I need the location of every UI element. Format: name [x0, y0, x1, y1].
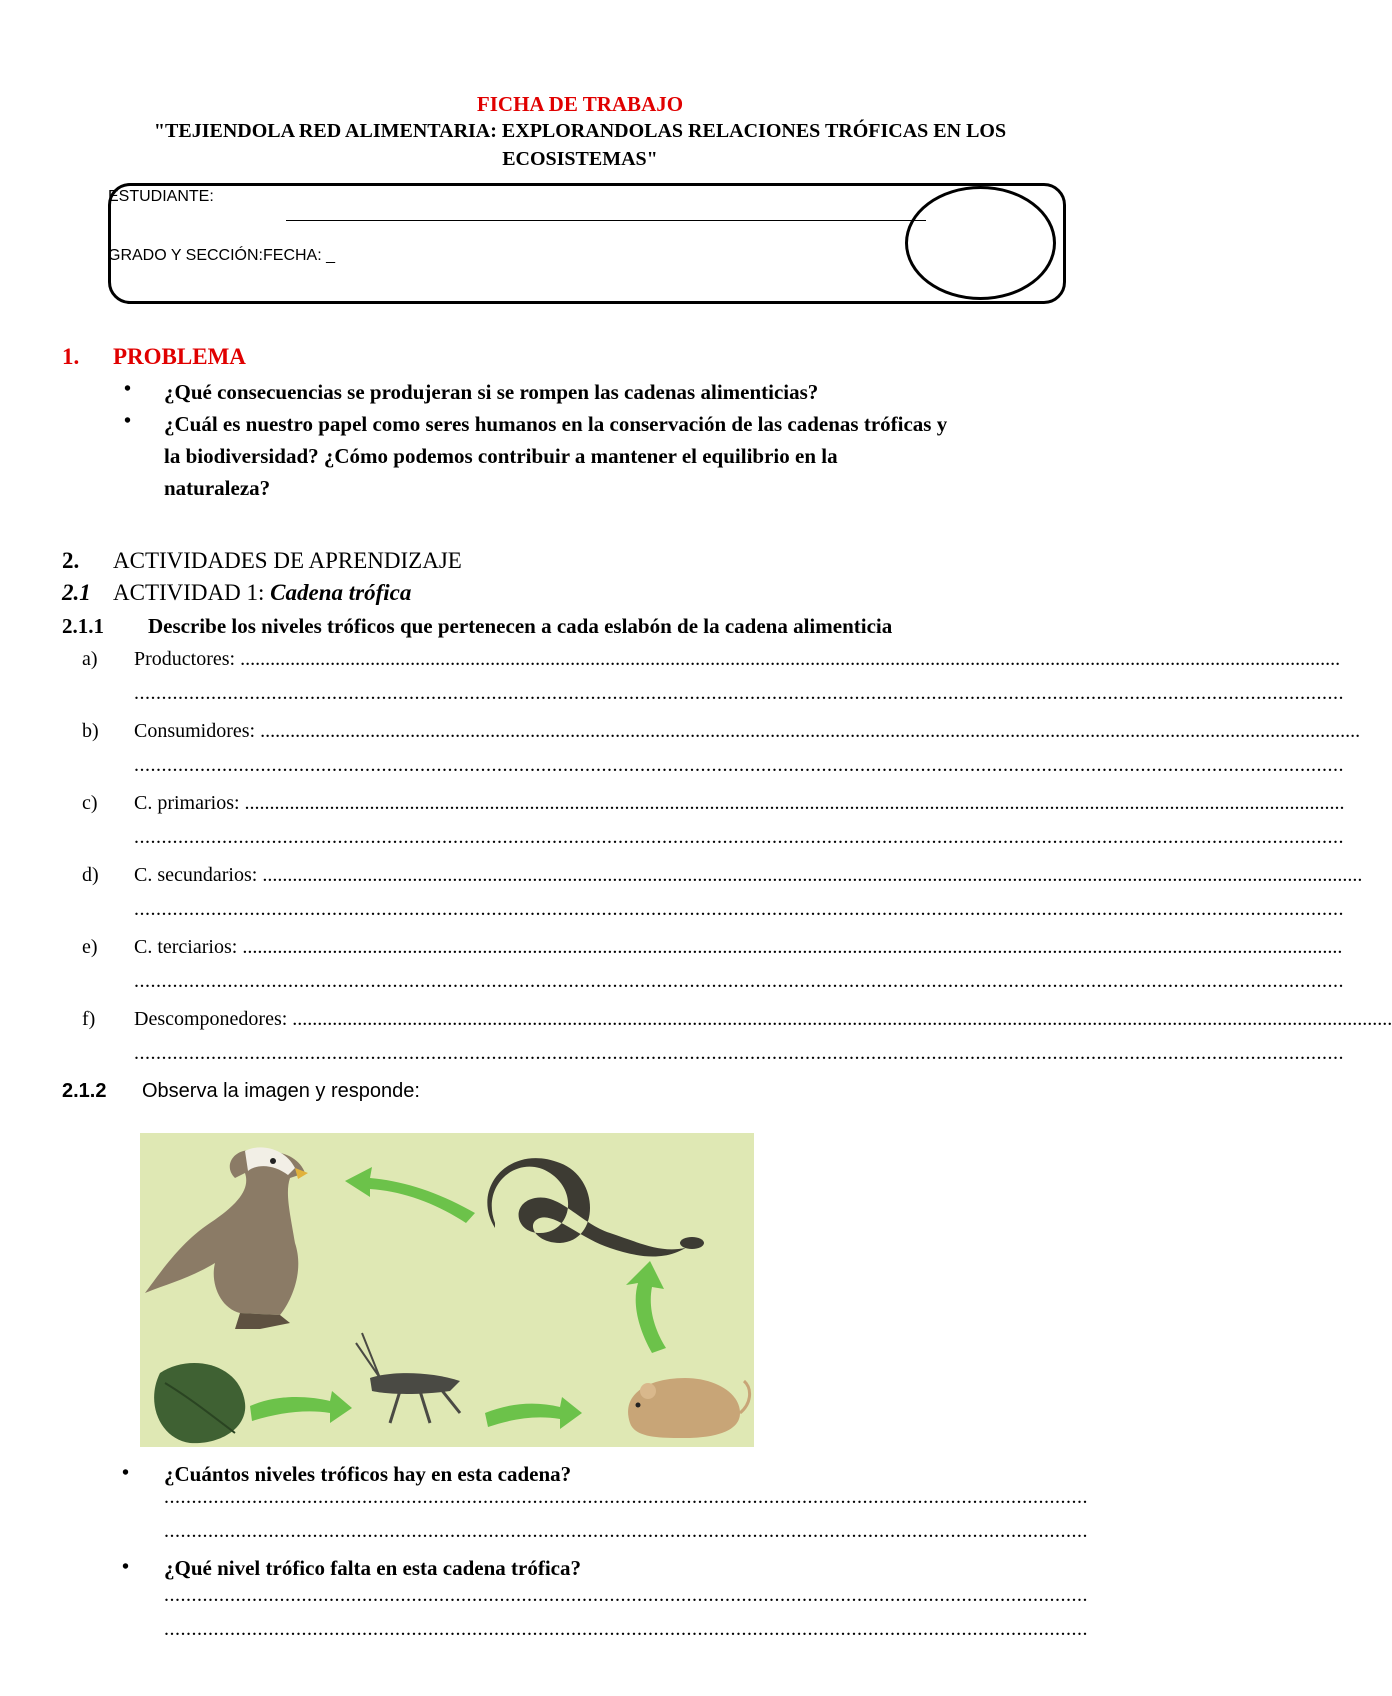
item-letter: c)	[82, 792, 98, 814]
item-label: C. primarios:	[134, 792, 240, 814]
section2-title: ACTIVIDADES DE APRENDIZAJE	[113, 548, 462, 573]
answer-line[interactable]: ............................................................................................................................................................................................................................	[287, 1008, 1392, 1030]
problem-question-2-line1: ¿Cuál es nuestro papel como seres humanos en la conservación de las cadenas tróficas y	[164, 412, 948, 436]
item-row	[134, 864, 1363, 887]
item-label: Descomponedores:	[134, 1008, 288, 1030]
item-row	[134, 936, 1343, 959]
item-label: C. secundarios:	[134, 864, 258, 886]
problem-question-1: ¿Qué consecuencias se produjeran si se rompen las cadenas alimenticias?	[164, 380, 819, 404]
activity1-title: Cadena trófica	[270, 580, 412, 605]
activity1-heading	[113, 580, 411, 606]
section1-number: 1.	[62, 344, 80, 369]
item-row	[134, 792, 1345, 815]
answer-line-continued[interactable]: ............................................................................................................................................................................................................................	[134, 1042, 1344, 1064]
question-missing-level: ¿Qué nivel trófico falta en esta cadena trófica?	[164, 1556, 581, 1580]
student-name-line[interactable]	[286, 220, 926, 221]
bullet-q2: •	[124, 410, 132, 432]
answer-line-levels-1[interactable]: ........................................................................................................................................................................	[164, 1486, 1088, 1508]
bullet-q1: •	[124, 378, 132, 400]
answer-line-continued[interactable]: ............................................................................................................................................................................................................................	[134, 970, 1344, 992]
task2-number: 2.1.2	[62, 1080, 107, 1102]
question-levels: ¿Cuántos niveles tróficos hay en esta cadena?	[164, 1462, 572, 1486]
student-label: ESTUDIANTE:	[108, 188, 214, 205]
worksheet-subtitle-line1: "TEJIENDOLA RED ALIMENTARIA: EXPLORANDOLAS RELACIONES TRÓFICAS EN LOS	[153, 120, 1007, 142]
answer-line-levels-2[interactable]: ........................................................................................................................................................................	[164, 1520, 1088, 1542]
bullet-q-missing: •	[122, 1556, 130, 1578]
item-row	[134, 648, 1341, 671]
item-letter: f)	[82, 1008, 96, 1030]
item-letter: b)	[82, 720, 99, 742]
task1-number: 2.1.1	[62, 614, 104, 638]
item-letter: e)	[82, 936, 98, 958]
section2-number: 2.	[62, 548, 80, 573]
answer-line-continued[interactable]: ............................................................................................................................................................................................................................	[134, 826, 1344, 848]
task1-text: Describe los niveles tróficos que pertenecen a cada eslabón de la cadena alimenticia	[148, 614, 893, 638]
answer-line[interactable]: ............................................................................................................................................................................................................................	[239, 792, 1345, 814]
item-label: Productores:	[134, 648, 236, 670]
grade-circle	[905, 186, 1056, 300]
answer-line-continued[interactable]: ............................................................................................................................................................................................................................	[134, 682, 1344, 704]
item-label: C. terciarios:	[134, 936, 238, 958]
answer-line-continued[interactable]: ............................................................................................................................................................................................................................	[134, 898, 1344, 920]
answer-line[interactable]: ............................................................................................................................................................................................................................	[255, 720, 1361, 742]
grade-section-date-label: GRADO Y SECCIÓN:FECHA: _	[108, 247, 336, 264]
worksheet-title: FICHA DE TRABAJO	[476, 92, 684, 116]
task2-text: Observa la imagen y responde:	[142, 1080, 420, 1102]
bullet-q-levels: •	[122, 1462, 130, 1484]
problem-question-2-line3: naturaleza?	[164, 476, 271, 500]
item-row	[134, 720, 1361, 743]
answer-line[interactable]: ............................................................................................................................................................................................................................	[237, 936, 1343, 958]
problem-question-2-line2: la biodiversidad? ¿Cómo podemos contribuir a mantener el equilibrio en la	[164, 444, 838, 468]
activity1-prefix: ACTIVIDAD 1:	[113, 580, 265, 605]
item-letter: a)	[82, 648, 98, 670]
item-letter: d)	[82, 864, 99, 886]
answer-line-missing-1[interactable]: ........................................................................................................................................................................	[164, 1584, 1088, 1606]
item-row	[134, 1008, 1392, 1031]
answer-line[interactable]: ............................................................................................................................................................................................................................	[235, 648, 1341, 670]
food-chain-image	[140, 1133, 754, 1447]
item-label: Consumidores:	[134, 720, 256, 742]
answer-line[interactable]: ............................................................................................................................................................................................................................	[257, 864, 1363, 886]
answer-line-missing-2[interactable]: ........................................................................................................................................................................	[164, 1618, 1088, 1640]
answer-line-continued[interactable]: ............................................................................................................................................................................................................................	[134, 754, 1344, 776]
section1-title: PROBLEMA	[113, 344, 246, 369]
worksheet-subtitle-line2: ECOSISTEMAS"	[502, 148, 658, 170]
activity1-number: 2.1	[62, 580, 91, 605]
